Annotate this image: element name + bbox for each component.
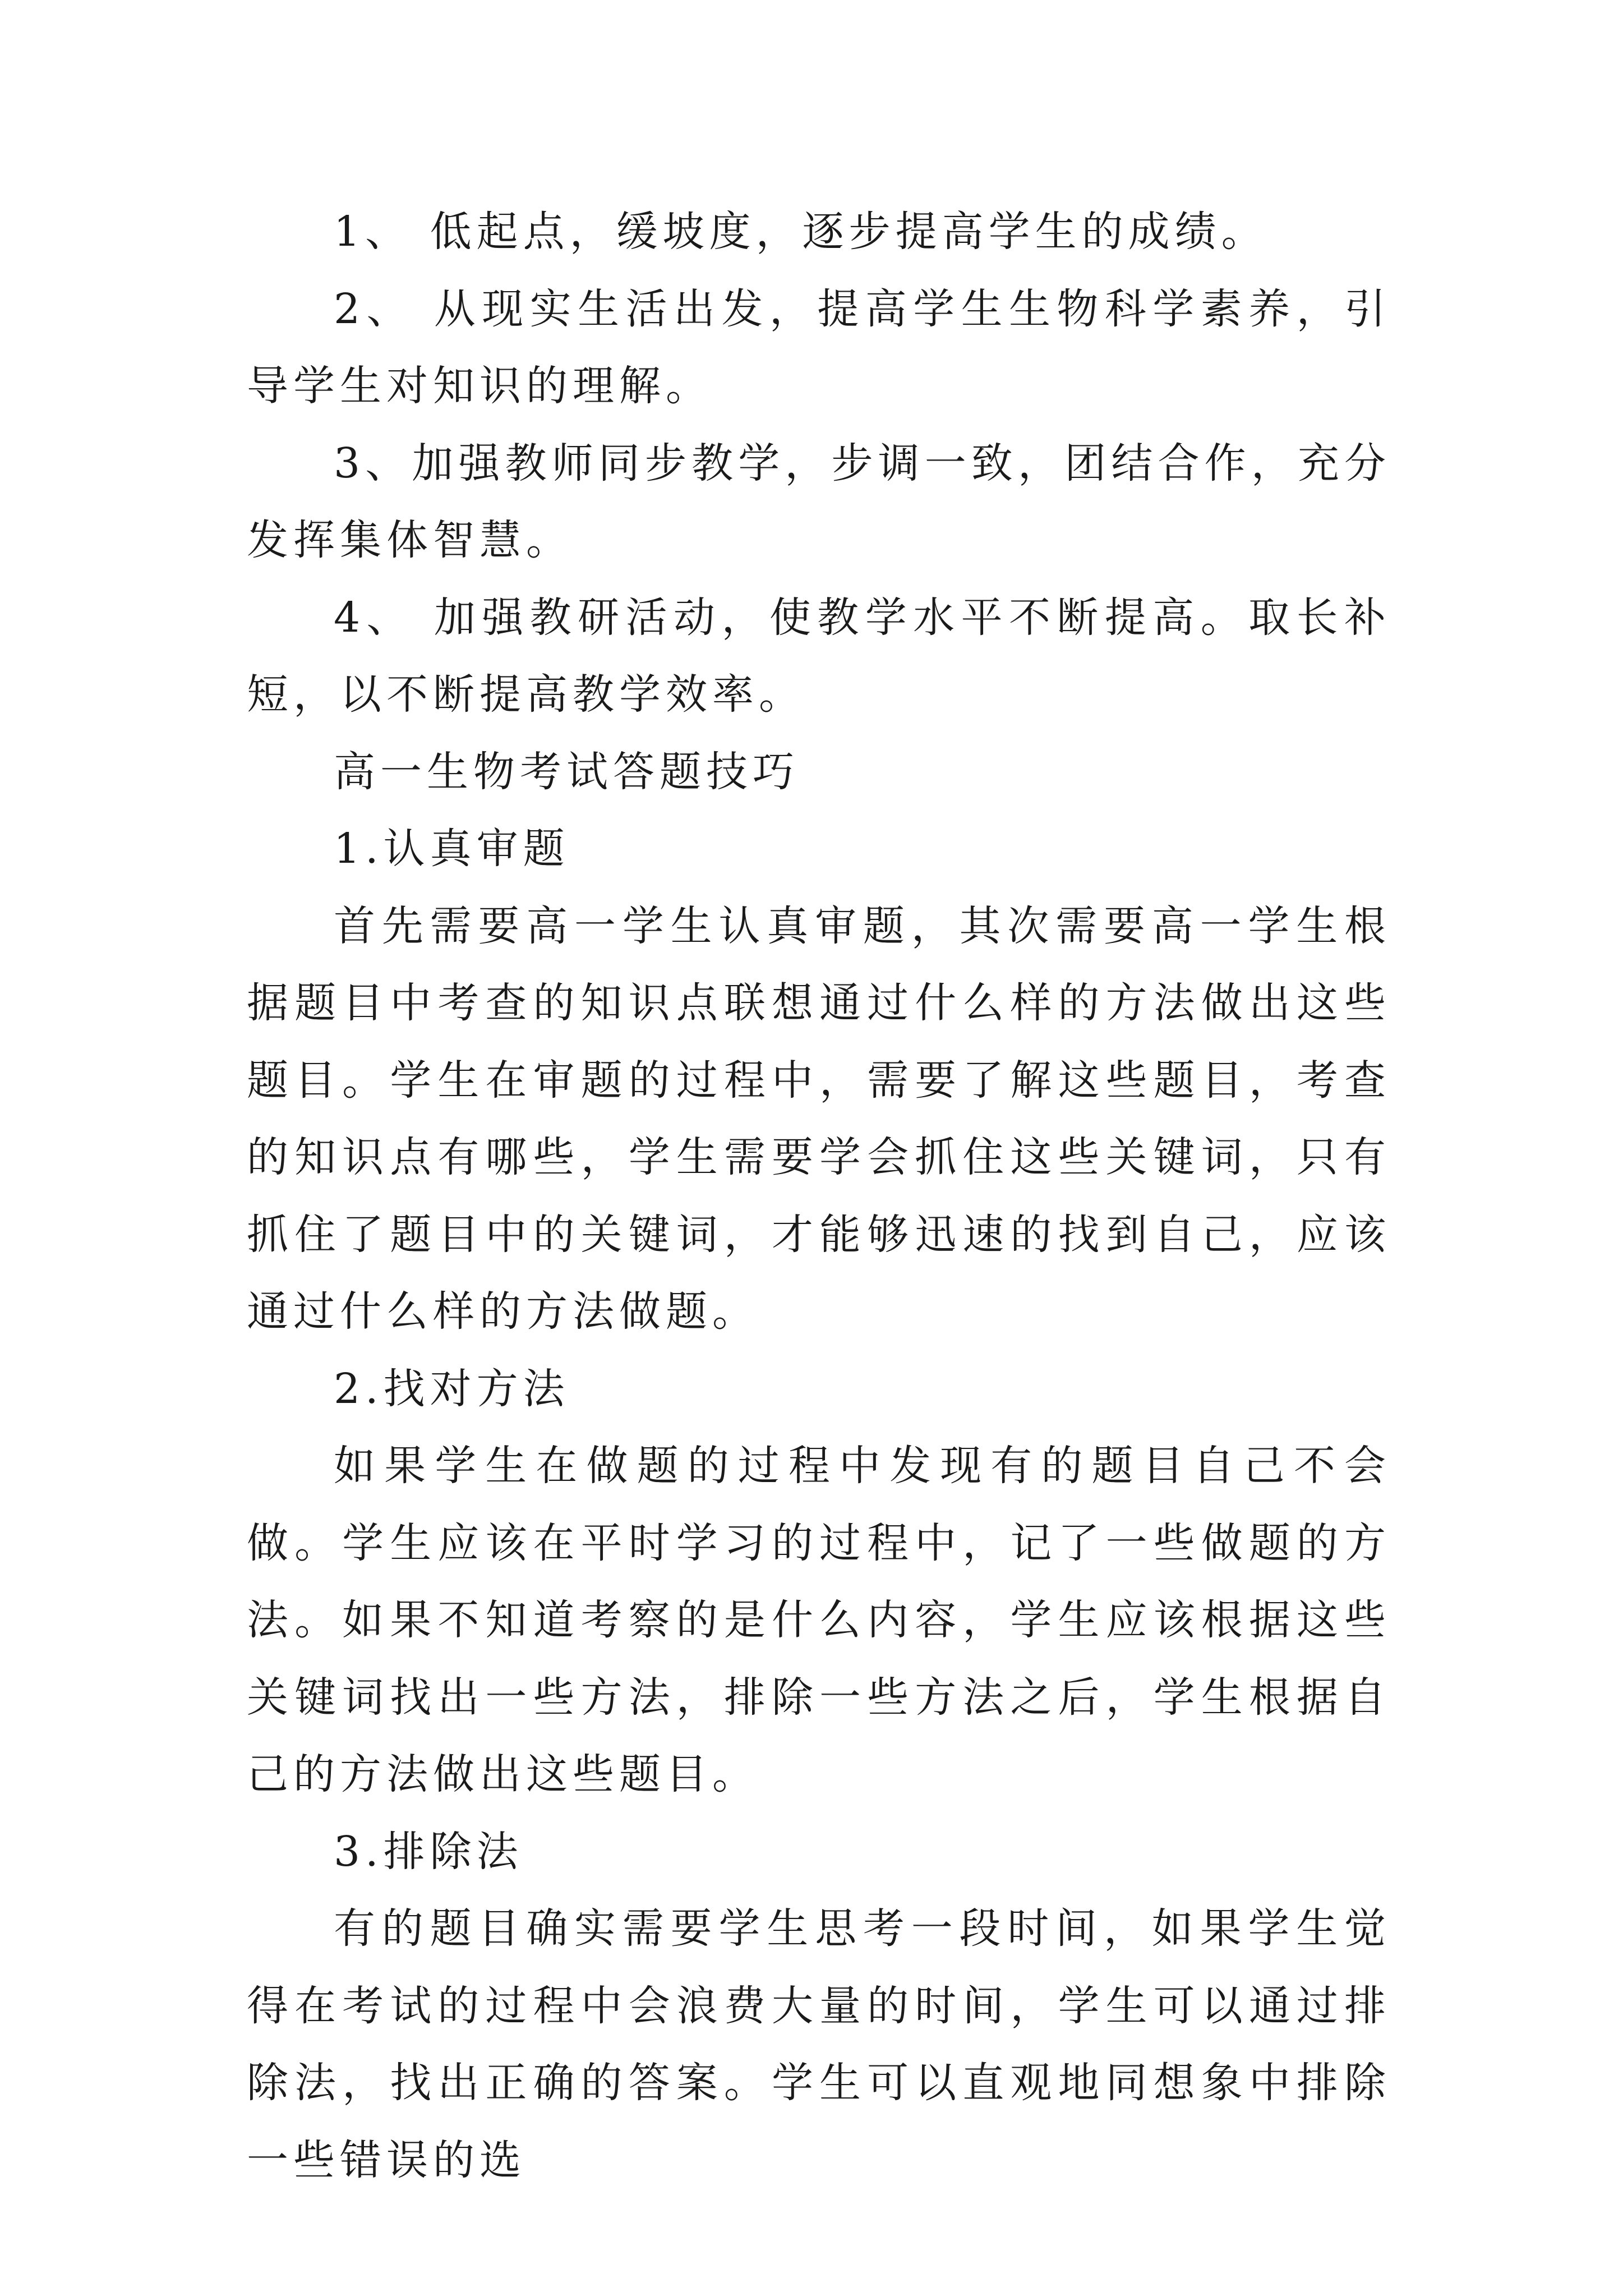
subheading-3: 3.排除法: [334, 1827, 523, 1876]
document-page: [247, 194, 1391, 2199]
subheading-2: 2.找对方法: [334, 1364, 570, 1413]
subheading-1: 1.认真审题: [334, 825, 570, 873]
paragraph-3: 有的题目确实需要学生思考一段时间，如果学生觉得在考试的过程中会浪费大量的时间，学生可以通过排除法，找出正确的答案。学生可以直观地同想象中排除一些错误的选: [247, 1904, 1391, 2184]
paragraph-1: 首先需要高一学生认真审题，其次需要高一学生根据题目中考查的知识点联想通过什么样的方法做出这些题目。学生在审题的过程中，需要了解这些题目，考查的知识点有哪些，学生需要学会抓住这些关键词，只有抓住了题目中的关键词，才能够迅速的找到自己，应该通过什么样的方法做题。: [247, 901, 1391, 1336]
section-heading: 高一生物考试答题技巧: [334, 747, 799, 796]
list-item-2: 2、 从现实生活出发，提高学生生物科学素养，引导学生对知识的理解。: [247, 284, 1391, 410]
paragraph-2: 如果学生在做题的过程中发现有的题目自己不会做。学生应该在平时学习的过程中，记了一些做题的方法。如果不知道考察的是什么内容，学生应该根据这些关键词找出一些方法，排除一些方法之后，学生根据自己的方法做出这些题目。: [247, 1442, 1391, 1798]
list-item-3: 3、加强教师同步教学，步调一致，团结合作，充分发挥集体智慧。: [247, 439, 1391, 564]
list-item-4: 4、 加强教研活动，使教学水平不断提高。取长补短，以不断提高教学效率。: [247, 593, 1391, 719]
list-item-1: 1、 低起点，缓坡度，逐步提高学生的成绩。: [334, 208, 1268, 256]
